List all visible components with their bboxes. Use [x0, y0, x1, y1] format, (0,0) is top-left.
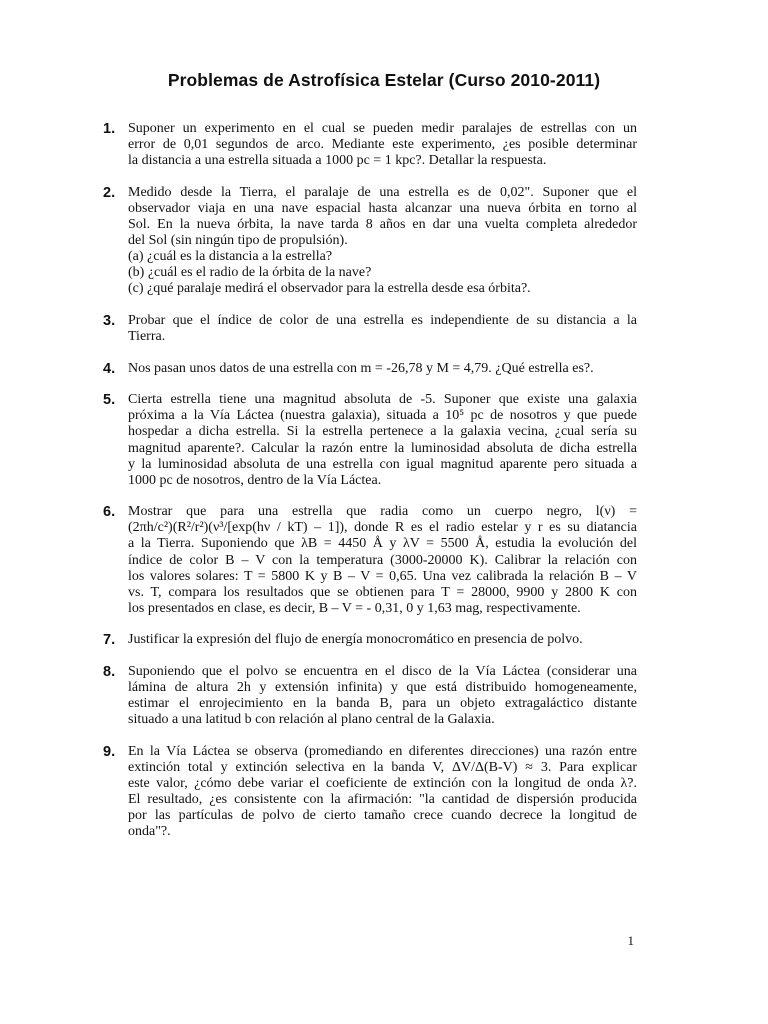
problem-number: 4. — [103, 360, 116, 377]
problem-text-line: Cierta estrella tiene una magnitud absoluta de -5. Suponer que existe una galaxia — [128, 392, 637, 408]
problem-text-line: (b) ¿cuál es el radio de la órbita de la nave? — [128, 265, 372, 281]
problem-text-line: onda"?. — [128, 824, 171, 840]
problem-text-line: del Sol (sin ningún tipo de propulsión). — [128, 233, 348, 249]
problem-item — [103, 392, 637, 489]
problem-text-line: próxima a la Vía Láctea (nuestra galaxia), situada a 10⁵ pc de nosotros y que puede — [128, 408, 637, 424]
problem-item — [103, 184, 637, 298]
problem-item — [103, 504, 637, 617]
problem-text-line: (c) ¿qué paralaje medirá el observador para la estrella desde esa órbita?. — [128, 281, 531, 297]
problem-item — [103, 360, 637, 377]
problem-list — [103, 121, 637, 856]
page-title: Problemas de Astrofísica Estelar (Curso 2010-2011) — [167, 70, 601, 90]
problem-text-line: El resultado, ¿es consistente con la afirmación: "la cantidad de dispersión producida — [128, 792, 637, 808]
problem-text-line: Suponer un experimento en el cual se pueden medir paralajes de estrellas con un — [128, 121, 637, 136]
problem-text-line: lámina de altura 2h y extensión infinita) y que está distribuido homogeneamente, — [128, 680, 637, 696]
problem-text-line: En la Vía Láctea se observa (promediando en diferentes direcciones) una razón entre — [128, 743, 637, 759]
problem-number: 9. — [103, 743, 116, 760]
problem-text-line: Probar que el índice de color de una estrella es independiente de su distancia a la — [128, 312, 637, 328]
problem-text-line: y la luminosidad absoluta de una estrella con igual magnitud aparente pero situada a — [128, 456, 637, 472]
problem-number: 1. — [103, 121, 116, 137]
page-number: 1 — [627, 933, 634, 948]
problem-text-line: (2πh/c²)(R²/r²)(ν³/[exp(hν / kT) – 1]), donde R es el radio estelar y r es su diatancia — [128, 520, 637, 536]
problem-text-line: observador viaja en una nave espacial hasta alcanzar una nueva órbita en torno al — [128, 200, 637, 216]
problem-text-line: a la Tierra. Suponiendo que λB = 4450 Å y λV = 5500 Å, estudia la evolución del — [128, 536, 637, 552]
problem-text-line: hospedar a dicha estrella. Si la estrella pertenece a la galaxia vecina, ¿cual sería su — [128, 424, 637, 440]
problem-text-line: situado a una latitud b con relación al plano central de la Galaxia. — [128, 712, 495, 728]
problem-number: 2. — [103, 184, 116, 201]
problem-number: 6. — [103, 504, 116, 521]
problem-number: 5. — [103, 392, 116, 409]
problem-text-line: Medido desde la Tierra, el paralaje de una estrella es de 0,02". Suponer que el — [128, 184, 637, 200]
problem-text-line: extinción total y extinción selectiva en la banda V, ΔV/Δ(B-V) ≈ 3. Para explicar — [128, 760, 637, 775]
problem-text-line: los presentados en clase, es decir, B – V = - 0,31, 0 y 1,63 mag, respectivamente. — [128, 600, 581, 616]
problem-number: 3. — [103, 312, 116, 329]
problem-item — [103, 743, 637, 841]
problem-text-line: Suponiendo que el polvo se encuentra en el disco de la Vía Láctea (considerar una — [128, 664, 637, 680]
problem-item — [103, 312, 637, 345]
problem-text-line: Sol. En la nueva órbita, la nave tarda 8 años en dar una vuelta completa alrededor — [128, 216, 637, 232]
problem-text-line: error de 0,01 segundos de arco. Mediante este experimento, ¿es posible determinar — [128, 137, 637, 153]
problem-text-line: (a) ¿cuál es la distancia a la estrella? — [128, 249, 333, 265]
problem-text-line: la distancia a una estrella situada a 1000 pc = 1 kpc?. Detallar la respuesta. — [128, 153, 547, 169]
problem-text-line: índice de color B – V con la temperatura (3000-20000 K). Calibrar la relación con — [128, 552, 637, 568]
problem-text-line: por las partículas de polvo de cierto tamaño crece cuando decrece la longitud de — [128, 808, 637, 824]
problem-text-line: Mostrar que para una estrella que radia como un cuerpo negro, l(ν) = — [128, 504, 637, 520]
problem-text-line: magnitud aparente?. Calcular la razón entre la luminosidad absoluta de dicha estrella — [128, 440, 637, 456]
problem-text-line: Nos pasan unos datos de una estrella con m = -26,78 y M = 4,79. ¿Qué estrella es?. — [128, 360, 594, 376]
problem-item — [103, 664, 637, 728]
problem-number: 8. — [103, 664, 116, 681]
problem-text-line: estimar el enrojecimiento en la banda B, para un objeto extragaláctico distante — [128, 696, 637, 712]
problem-text-line: Justificar la expresión del flujo de energía monocromático en presencia de polvo. — [128, 632, 583, 648]
problem-text-line: este valor, ¿cómo debe variar el coeficiente de extinción con la longitud de onda λ?. — [128, 776, 637, 792]
problem-number: 7. — [103, 632, 116, 649]
problem-text-line: vs. T, compara los resultados que se obtienen para T = 28000, 9900 y 2800 K con — [128, 584, 637, 600]
problem-text-line: Tierra. — [128, 329, 166, 345]
problem-item — [103, 121, 637, 169]
problem-item — [103, 632, 637, 649]
problem-text-line: los valores solares: T = 5800 K y B – V = 0,65. Una vez calibrada la relación B – V — [128, 568, 637, 584]
problem-text-line: 1000 pc de nosotros, dentro de la Vía Láctea. — [128, 472, 382, 488]
